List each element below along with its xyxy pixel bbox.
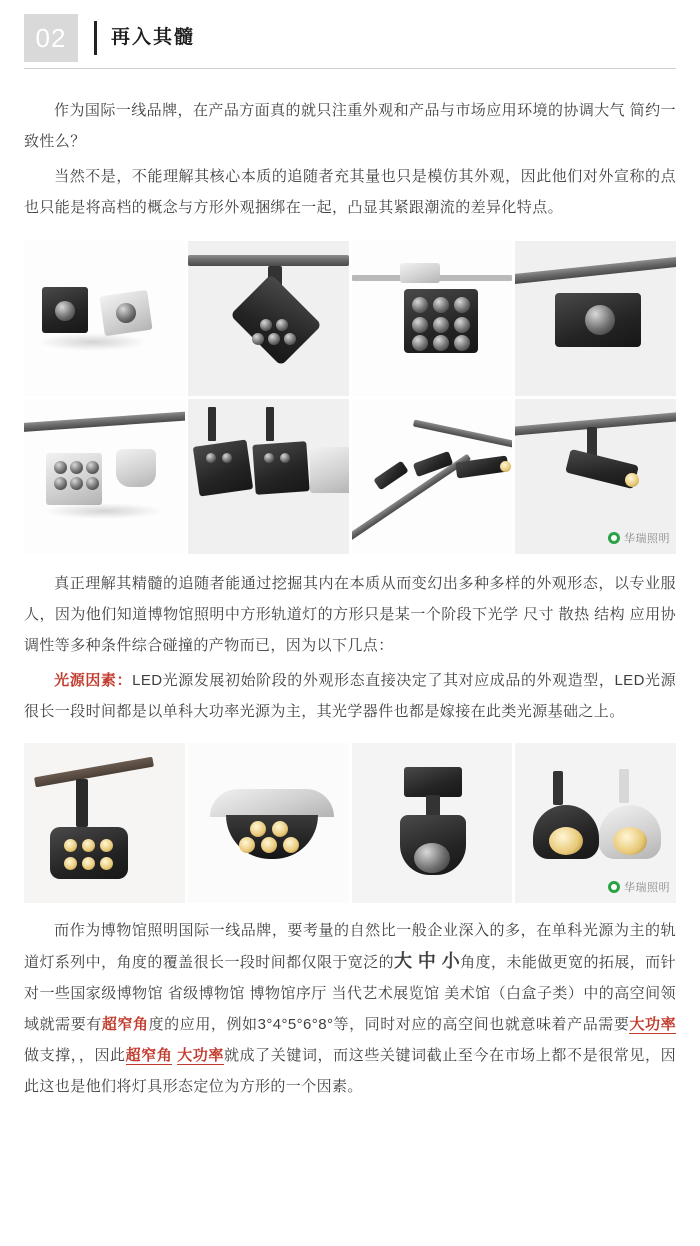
- wechat-icon: [608, 532, 620, 544]
- paragraph-5: [24, 915, 676, 1102]
- gallery-image-5: [24, 399, 185, 554]
- gallery-image-4: [515, 241, 676, 396]
- gallery-image-8: [515, 399, 676, 554]
- watermark-gallery-1: [608, 530, 670, 546]
- article-content: [0, 95, 700, 1102]
- gallery2-image-3: [352, 743, 513, 903]
- narrow-angle-keyword-1: 超窄角: [101, 1016, 149, 1033]
- paragraph-5-part-c: 度的应用，例如3°4°5°6°8°等，同时对应的高空间也就意味着产品需要: [148, 1016, 630, 1033]
- paragraph-5-part-d: 做支撑，，因此: [24, 1047, 126, 1064]
- paragraph-4-text: LED光源发展初始阶段的外观形态直接决定了其对应成品的外观造型，LED光源很长一段时间都是以单科大功率光源为主，其光学器件也都是嫁接在此类光源基础之上。: [24, 672, 676, 720]
- paragraph-5-part-a: 而作为博物馆照明国际一线品牌，要考量的自然比一般企业深入的多，在单科光源为主的轨道灯系列中，角度的覆盖很长一段时间都仅限于宽泛的: [24, 922, 676, 971]
- gallery2-image-2: [188, 743, 349, 903]
- gallery-image-3: [352, 241, 513, 396]
- wechat-icon: [608, 881, 620, 893]
- paragraph-4: [24, 665, 676, 727]
- page-title: 再入其髓: [111, 26, 196, 48]
- product-gallery-2: [24, 743, 676, 903]
- paragraph-3-text: 真正理解其精髓的追随者能通过挖掘其内在本质从而变幻出多种多样的外观形态，以专业服人，因为他们知道博物馆照明中方形轨道灯的方形只是某一个阶段下光学 尺寸 散热 结构 应用协调性等多种条件综合碰撞的产物而已，因为以下几点：: [24, 575, 676, 654]
- paragraph-3: [24, 568, 676, 661]
- paragraph-2-text: 当然不是，不能理解其核心本质的追随者充其量也只是模仿其外观，因此他们对外宣称的点也只能是将高档的概念与方形外观捆绑在一起，凸显其紧跟潮流的差异化特点。: [24, 168, 676, 216]
- gallery2-image-4: [515, 743, 676, 903]
- section-number: 02: [24, 14, 78, 62]
- paragraph-5-part-f: 就成了关键词，而这些关键词截止至今在市场上都不是很常见，因此这也是他们将灯具形态定位为方形的一个因素。: [24, 1047, 676, 1095]
- high-power-keyword-2: 大功率: [177, 1047, 224, 1064]
- gallery2-image-1: [24, 743, 185, 903]
- gallery-image-1: [24, 241, 185, 396]
- watermark-text: 华瑞照明: [624, 533, 670, 545]
- gallery-image-6: [188, 399, 349, 554]
- header-rule-divider: [94, 21, 97, 55]
- narrow-angle-keyword-2: 超窄角: [125, 1047, 173, 1064]
- header-bottom-divider: [24, 68, 676, 69]
- paragraph-2: [24, 161, 676, 223]
- light-source-factor-label: 光源因素：: [54, 672, 133, 689]
- paragraph-5-part-b: 角度，未能做更宽的拓展，而针对一些国家级博物馆 省级博物馆 博物馆序厅 当代艺术展览馆 美术馆（白盒子类）中的高空间领域就需要有: [24, 954, 676, 1033]
- gallery-image-7: [352, 399, 513, 554]
- paragraph-1: [24, 95, 676, 157]
- watermark-gallery-2: [608, 879, 670, 895]
- paragraph-1-text: 作为国际一线品牌，在产品方面真的就只注重外观和产品与市场应用环境的协调大气 简约一致性么？: [24, 102, 676, 150]
- angle-range-emphasis: 大 中 小: [394, 951, 461, 971]
- page-header: [0, 0, 700, 62]
- gallery-image-2: [188, 241, 349, 396]
- product-gallery-1: [24, 241, 676, 554]
- high-power-keyword-1: 大功率: [629, 1016, 676, 1033]
- watermark-text: 华瑞照明: [624, 882, 670, 894]
